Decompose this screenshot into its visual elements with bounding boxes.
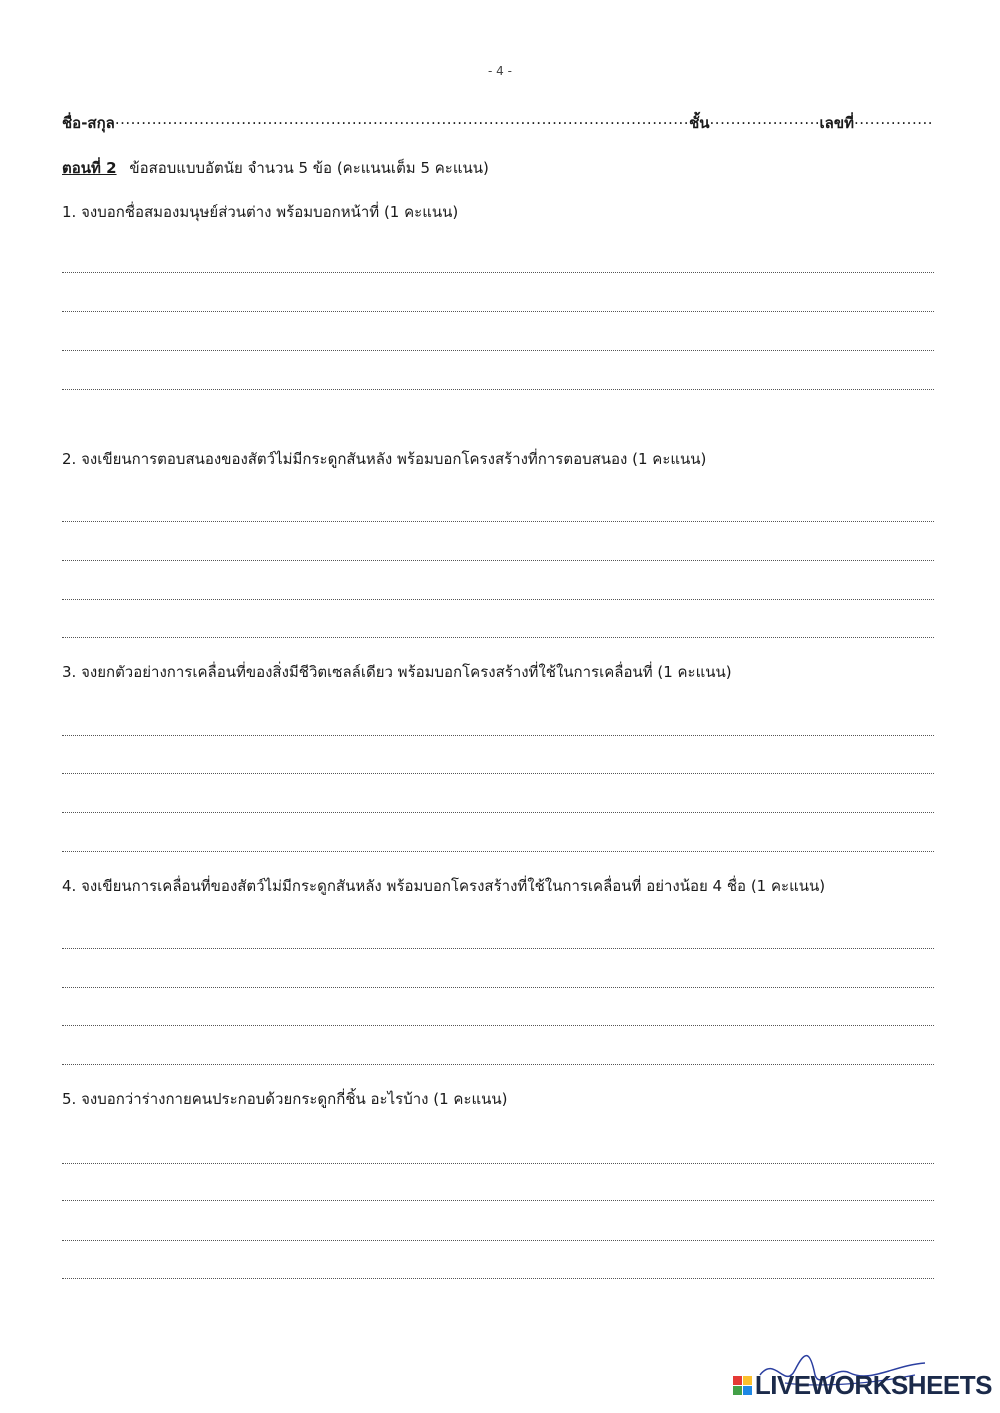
class-label: ชั้น xyxy=(689,114,710,132)
question-5: 5. จงบอกว่าร่างกายคนประกอบด้วยกระดูกกี่ชิ้น อะไรบ้าง (1 คะแนน) xyxy=(62,1090,508,1108)
question-4: 4. จงเขียนการเคลื่อนที่ของสัตว์ไม่มีกระดูกสันหลัง พร้อมบอกโครงสร้างที่ใช้ในการเคลื่อนที่ อย่างน้อย 4 ชื่อ (1 คะแนน) xyxy=(62,877,826,895)
answer-line[interactable] xyxy=(62,948,934,949)
answer-line[interactable] xyxy=(62,1240,934,1241)
page-number: - 4 - xyxy=(488,64,512,78)
answer-line[interactable] xyxy=(62,560,934,561)
number-field[interactable] xyxy=(854,110,934,128)
liveworksheets-logo xyxy=(733,1370,992,1401)
answer-line[interactable] xyxy=(62,350,934,351)
answer-line[interactable] xyxy=(62,773,934,774)
logo-mark-icon xyxy=(733,1376,752,1395)
name-field[interactable] xyxy=(115,110,689,128)
section-heading xyxy=(62,156,489,180)
answer-line[interactable] xyxy=(62,272,934,273)
section-label: ตอนที่ 2 xyxy=(62,159,117,177)
section-description: ข้อสอบแบบอัตนัย จำนวน 5 ข้อ (คะแนนเต็ม 5 คะแนน) xyxy=(129,159,489,177)
answer-line[interactable] xyxy=(62,637,934,638)
student-info-line xyxy=(62,110,934,135)
logo-text: LIVEWORKSHEETS xyxy=(754,1370,992,1400)
answer-line[interactable] xyxy=(62,851,934,852)
answer-line[interactable] xyxy=(62,599,934,600)
number-label: เลขที่ xyxy=(819,114,854,132)
answer-line[interactable] xyxy=(62,1064,934,1065)
answer-line[interactable] xyxy=(62,1025,934,1026)
answer-line[interactable] xyxy=(62,521,934,522)
name-label: ชื่อ-สกุล xyxy=(62,114,115,132)
answer-line[interactable] xyxy=(62,1278,934,1279)
question-3: 3. จงยกตัวอย่างการเคลื่อนที่ของสิ่งมีชีวิตเซลล์เดียว พร้อมบอกโครงสร้างที่ใช้ในการเคลื่อนที่ (1 คะแนน) xyxy=(62,663,732,681)
answer-line[interactable] xyxy=(62,389,934,390)
answer-line[interactable] xyxy=(62,735,934,736)
answer-line[interactable] xyxy=(62,1200,934,1201)
question-2: 2. จงเขียนการตอบสนองของสัตว์ไม่มีกระดูกสันหลัง พร้อมบอกโครงสร้างที่การตอบสนอง (1 คะแนน) xyxy=(62,450,707,468)
answer-line[interactable] xyxy=(62,1163,934,1164)
answer-line[interactable] xyxy=(62,812,934,813)
answer-line[interactable] xyxy=(62,987,934,988)
question-1: 1. จงบอกชื่อสมองมนุษย์ส่วนต่าง พร้อมบอกหน้าที่ (1 คะแนน) xyxy=(62,203,459,221)
class-field[interactable] xyxy=(710,110,820,128)
answer-line[interactable] xyxy=(62,311,934,312)
